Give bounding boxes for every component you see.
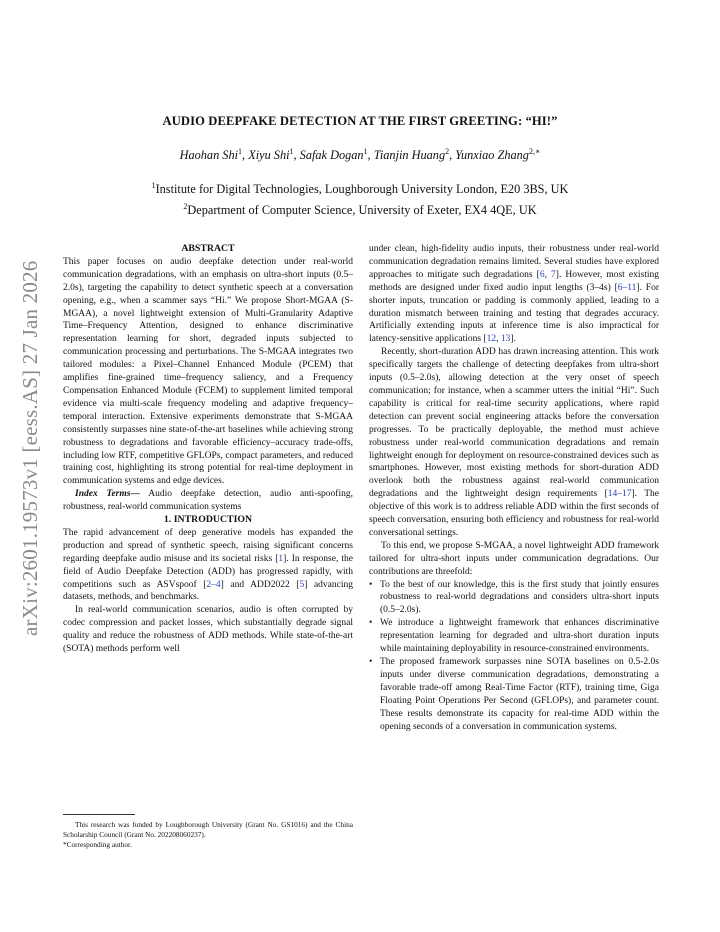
author-name: Tianjin Huang [373,148,446,163]
bullet-marker: • [369,579,373,590]
text-run: The rapid advancement of deep generative models has expanded the production and spread of synthetic speech, raising significant concerns regarding deepfake audio misuse and its societal risks [ [63,527,353,564]
affiliation-line [60,198,660,219]
text-run: ]. However, most existing methods are designed under fixed audio input lengths (3–4s) [ [369,269,659,293]
funding-footnote: This research was funded by Loughborough University (Grant No. GS1016) and the China Scholarship Council (Grant No. 202208060237). [63,820,353,839]
contribution-item [369,579,659,618]
affiliation-text: Department of Computer Science, University of Exeter, EX4 4QE, UK [187,203,537,218]
intro-paragraph-2-continued [369,243,659,346]
citation-link[interactable]: 2–4 [206,579,221,590]
citation-link[interactable]: 7 [551,269,556,280]
text-run: Recently, short-duration ADD has drawn increasing attention. This work specifically targets the challenge of detecting deepfakes from ultra-short inputs (0.5–2.0s), allowing detection at the very onset of speech communication; for instance, when a scammer utters the initial “Hi”. Such capability is critical for real-time security applications, where rapid detection can prevent social engineering attacks before the conversation progresses. To be practically deployable, the method must achieve robustness under real-world communication degradations and remain lightweight enough for deployment on resource-constrained devices such as smartphones. However, most existing methods for short-duration ADD overlook both the robustness against real-world communication degradations and the lightweight design requirements [ [369,347,659,500]
citation-link[interactable]: 14–17 [607,489,632,500]
introduction-heading: 1. INTRODUCTION [163,514,253,526]
affiliation-list [60,177,660,219]
footnote-divider [63,814,135,815]
author-affiliation-mark: 2,∗ [528,147,541,156]
abstract-heading: ABSTRACT [181,243,235,254]
bullet-marker: • [369,618,373,629]
contribution-item [369,617,659,656]
citation-link[interactable]: 6–11 [617,282,637,293]
intro-paragraph-3 [369,346,659,540]
contribution-item [369,656,659,733]
affiliation-line [60,177,660,198]
contribution-text: To the best of our knowledge, this is the first study that jointly ensures robustness to real-world degradations and considers ultra-short inputs (0.5–2.0s). [380,579,659,616]
text-run: , [544,269,552,280]
contribution-list [369,579,659,734]
right-column [369,243,659,733]
footnotes [63,820,353,849]
corresponding-author-footnote: *Corresponding author. [63,839,132,849]
abstract-text: This paper focuses on audio deepfake detection under real-world communication degradations, with an emphasis on ultra-short inputs (0.5–2.0s), targeting the capability to detect synthetic speech at a conversation opening, e.g., when a scammer says “Hi.” We propose Short-MGAA (S-MGAA), a novel lightweight extension of Multi-Granularity Adaptive Time–Frequency Attention, designed to enhance discriminative representation learning for short, degraded inputs subjected to communication processing and perturbations. The S-MGAA integrates two tailored modules: a Pixel–Channel Enhanced Module (PCEM) that amplifies fine-grained time–frequency saliency, and a Frequency Compensation Enhanced Module (FCEM) to supplement limited temporal evidence via multi-scale frequency modeling and adaptive frequency–temporal interaction. Extensive experiments demonstrate that S-MGAA consistently surpasses nine state-of-the-art baselines while achieving strong robustness to degradations and favorable efficiency–accuracy trade-offs, including low RTF, competitive GFLOPs, compact parameters, and reduced training cost, highlighting its strong potential for real-time deployment in communication systems and edge devices. [63,256,353,487]
contribution-text: The proposed framework surpasses nine SOTA baselines on 0.5-2.0s inputs under diverse communication degradations, demonstrating a favorable trade-off among Real-Time Factor (RTF), training time, Giga Floating Point Operations Per Second (GFLOPs), and parameter count. These results demonstrate its capacity for real-time ADD within the opening seconds of a conversation in communication systems. [380,657,659,732]
affiliation-mark: 2 [183,202,188,212]
paper-title: AUDIO DEEPFAKE DETECTION AT THE FIRST GREETING: “HI!” [162,114,558,128]
index-terms-label: Index Terms— [75,489,140,500]
author-affiliation-mark: 1 [289,147,294,156]
index-terms [63,488,353,514]
text-run: , [496,334,501,345]
text-run: ]. In response, the field of Audio Deepfake Detection (ADD) has progressed rapidly, with competitions such as ASVspoof [ [63,553,353,590]
author-name: Haohan Shi [179,148,239,163]
text-run: ]. For shorter inputs, truncation or padding is commonly applied, leading to a duration mismatch between training and testing that degrades accuracy. Artificially extending inputs at inference time is also impractical for latency-sensitive applications [ [369,282,659,345]
author-name: Safak Dogan [299,148,364,163]
text-run: ]. The objective of this work is to address reliable ADD within the first seconds of speech conversation, ensuring both efficiency and robustness for real-world conversational settings. [369,489,659,538]
affiliation-mark: 1 [151,181,156,190]
text-run: ] and ADD2022 [ [220,579,300,590]
intro-paragraph-1 [63,527,353,604]
intro-paragraph-4: To this end, we propose S-MGAA, a novel lightweight ADD framework tailored for ultra-short inputs under communication degradations. Our contributions are threefold: [369,540,659,577]
citation-link[interactable]: 5 [299,579,305,590]
author-name: Xiyu Shi [248,148,290,163]
author-affiliation-mark: 2 [445,147,450,156]
citation-link[interactable]: 13 [500,334,511,345]
author-list: Haohan Shi$^1$, Xiyu Shi$^1$, Safak Dogan$^1$, Tianjin Huang$^2$, Yunxiao Zhang$^{2,∗}$ [179,147,541,163]
left-column [63,243,353,656]
bullet-marker: • [369,657,373,667]
author-affiliation-mark: 1 [238,147,243,156]
citation-link[interactable]: 12 [486,334,497,345]
index-terms-text: Audio deepfake detection, audio anti-spoofing, robustness, real-world communication systems [63,489,353,513]
affiliation-text: Institute for Digital Technologies, Loughborough University London, E20 3BS, UK [155,182,569,197]
author-name: Yunxiao Zhang [455,148,529,163]
author-affiliation-mark: 1 [363,147,368,156]
citation-link[interactable]: 6 [539,269,545,280]
text-run: ]. [510,334,516,345]
citation-link[interactable]: 1 [278,553,284,564]
text-run: In real-world communication scenarios, audio is often corrupted by codec compression and packet losses, which substantially degrade signal quality and reduce the robustness of ADD methods. While state-of-the-art (SOTA) methods perform well [63,605,353,655]
intro-paragraph-2 [63,604,353,656]
arxiv-identifier-stamp: arXiv:2601.19573v1 [eess.AS] 27 Jan 2026 [18,260,42,636]
text-run: under clean, high-fidelity audio inputs, their robustness under real-world communication degradation remains limited. Several studies have explored approaches to mitigate such degradations [ [369,244,659,280]
contribution-text: We introduce a lightweight framework that enhances discriminative representation learning for degraded and ultra-short duration inputs while maintaining deployability in resource-constrained environments. [380,618,659,655]
text-run: ] advancing datasets, methods, and benchmarks. [63,579,353,603]
